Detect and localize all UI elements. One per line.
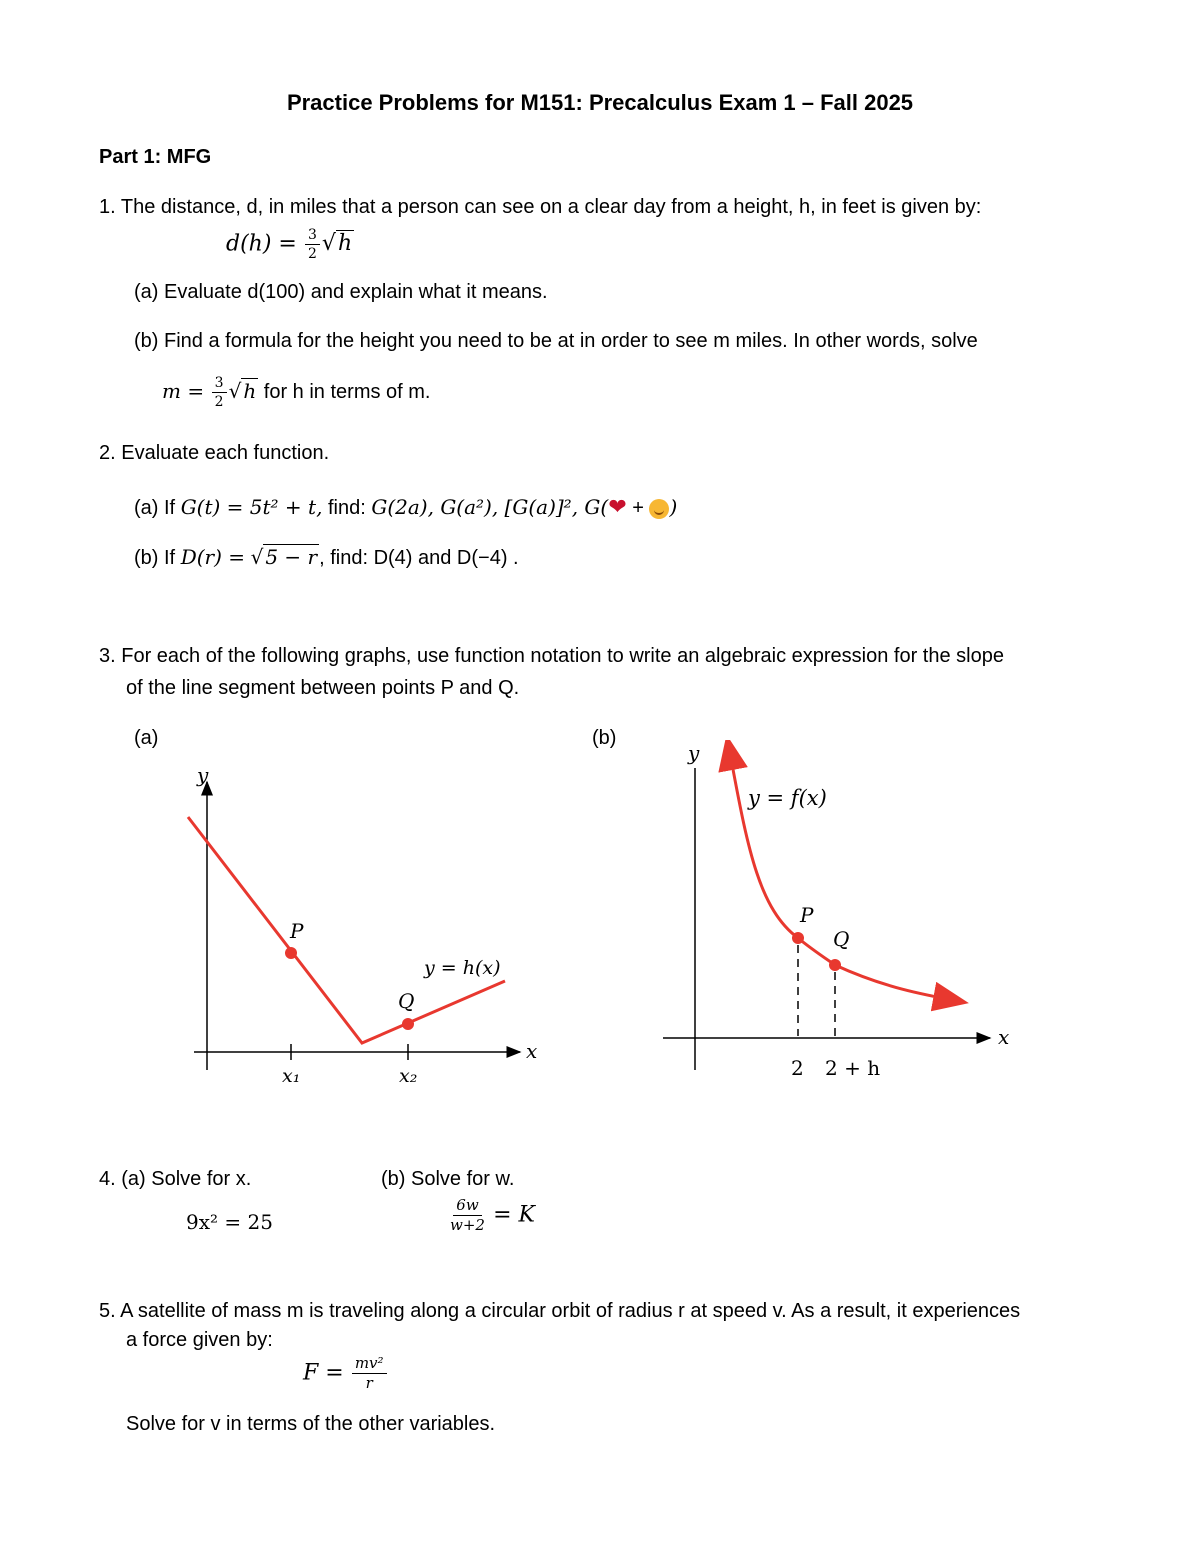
graph-a-label: (a) — [134, 727, 159, 749]
sqrt-sign: √ h — [228, 378, 257, 403]
problem-5-instruction: Solve for v in terms of the other variables. — [126, 1413, 496, 1435]
q-label: Q — [833, 927, 850, 951]
tick-label-x2: x₂ — [399, 1065, 418, 1087]
radicand: h — [337, 231, 353, 257]
y-axis-label: y — [688, 741, 700, 765]
formula-lhs: F = — [303, 1360, 344, 1386]
fraction — [450, 1198, 485, 1233]
tick-label-2-plus-h: 2 + h — [825, 1056, 881, 1080]
problem-1a: (a) Evaluate d(100) and explain what it means. — [134, 281, 548, 303]
y-axis-label: y — [197, 763, 209, 787]
fraction — [352, 1356, 387, 1391]
point-q — [402, 1018, 414, 1030]
problem-1-stem: 1. The distance, d, in miles that a person can see on a clear day from a height, h, in feet is given by: — [99, 196, 982, 218]
part-heading: Part 1: MFG — [99, 146, 212, 168]
problem-5-stem-1: 5. A satellite of mass m is traveling along a circular orbit of radius r at speed v. As a result, it experiences — [99, 1300, 1021, 1322]
expression-list: G(2a), G(a²), [G(a)]², G( — [371, 495, 609, 519]
problem-2-stem: 2. Evaluate each function. — [99, 442, 330, 464]
prefix: (a) If — [134, 497, 176, 519]
problem-5-stem-2: a force given by: — [126, 1329, 273, 1351]
problem-4b: (b) Solve for w. — [381, 1168, 515, 1190]
sqrt-sign: √h — [321, 231, 353, 257]
problem-3-stem-1: 3. For each of the following graphs, use function notation to write an algebraic expression for the slope — [99, 645, 1004, 667]
page-title: Practice Problems for M151: Precalculus Exam 1 – Fall 2025 — [286, 90, 914, 115]
function-def: G(t) = 5t² + t, — [180, 495, 323, 519]
prefix: (b) If — [134, 547, 176, 569]
find-label: find: — [328, 497, 366, 519]
tick-label-2: 2 — [791, 1056, 804, 1080]
curve-label: y = h(x) — [424, 957, 501, 979]
function-def: D(r) = — [180, 545, 246, 569]
smiley-icon — [649, 499, 669, 519]
point-p — [285, 947, 297, 959]
graph-a — [180, 760, 560, 1090]
x-axis-label: x — [998, 1025, 1010, 1049]
equation-rhs: = K — [493, 1202, 535, 1228]
tick-label-x1: x₁ — [282, 1065, 301, 1087]
problem-5-formula — [303, 1356, 389, 1391]
graph-b-label: (b) — [592, 727, 617, 749]
problem-1b: (b) Find a formula for the height you need to be at in order to see m miles. In other words, solve — [134, 330, 978, 352]
problem-1b-equation — [162, 376, 431, 409]
radicand: h — [243, 378, 257, 403]
curve-label: y = f(x) — [748, 786, 827, 810]
curve-h — [188, 817, 505, 1043]
formula-lhs: d(h) = — [226, 231, 297, 257]
p-label: P — [800, 903, 814, 927]
find-text: , find: D(4) and D(−4) . — [319, 547, 519, 569]
graph-b — [660, 740, 1020, 1085]
p-label: P — [290, 919, 304, 943]
equation-tail: for h in terms of m. — [263, 380, 431, 403]
fraction-denominator: 2 — [307, 246, 317, 262]
equation-lhs: m = — [162, 378, 205, 403]
radicand: 5 − r — [265, 545, 318, 569]
q-label: Q — [398, 989, 415, 1013]
fraction — [305, 228, 320, 261]
point-q — [829, 959, 841, 971]
fraction-numerator: 3 — [305, 228, 320, 245]
problem-1-formula — [226, 228, 354, 261]
problem-4b-equation — [448, 1198, 535, 1233]
plus: + — [632, 497, 644, 519]
heart-icon: ❤ — [608, 494, 627, 519]
sqrt-sign: √ 5 − r — [250, 545, 318, 569]
close-paren: ) — [669, 495, 678, 519]
point-p — [792, 932, 804, 944]
fraction-numerator: mv² — [352, 1356, 387, 1374]
problem-3-stem-2: of the line segment between points P and Q. — [126, 677, 520, 699]
fraction-denominator: r — [365, 1374, 373, 1392]
problem-2a — [134, 494, 677, 520]
problem-4a-equation: 9x² = 25 — [186, 1210, 273, 1234]
fraction-numerator: 6w — [453, 1198, 481, 1216]
fraction-denominator: w+2 — [450, 1216, 485, 1234]
problem-4a: 4. (a) Solve for x. — [99, 1168, 252, 1190]
x-axis-label: x — [526, 1039, 538, 1063]
fraction — [212, 376, 227, 409]
fraction-denominator: 2 — [214, 394, 224, 410]
fraction-numerator: 3 — [212, 376, 227, 393]
problem-2b — [134, 545, 519, 570]
